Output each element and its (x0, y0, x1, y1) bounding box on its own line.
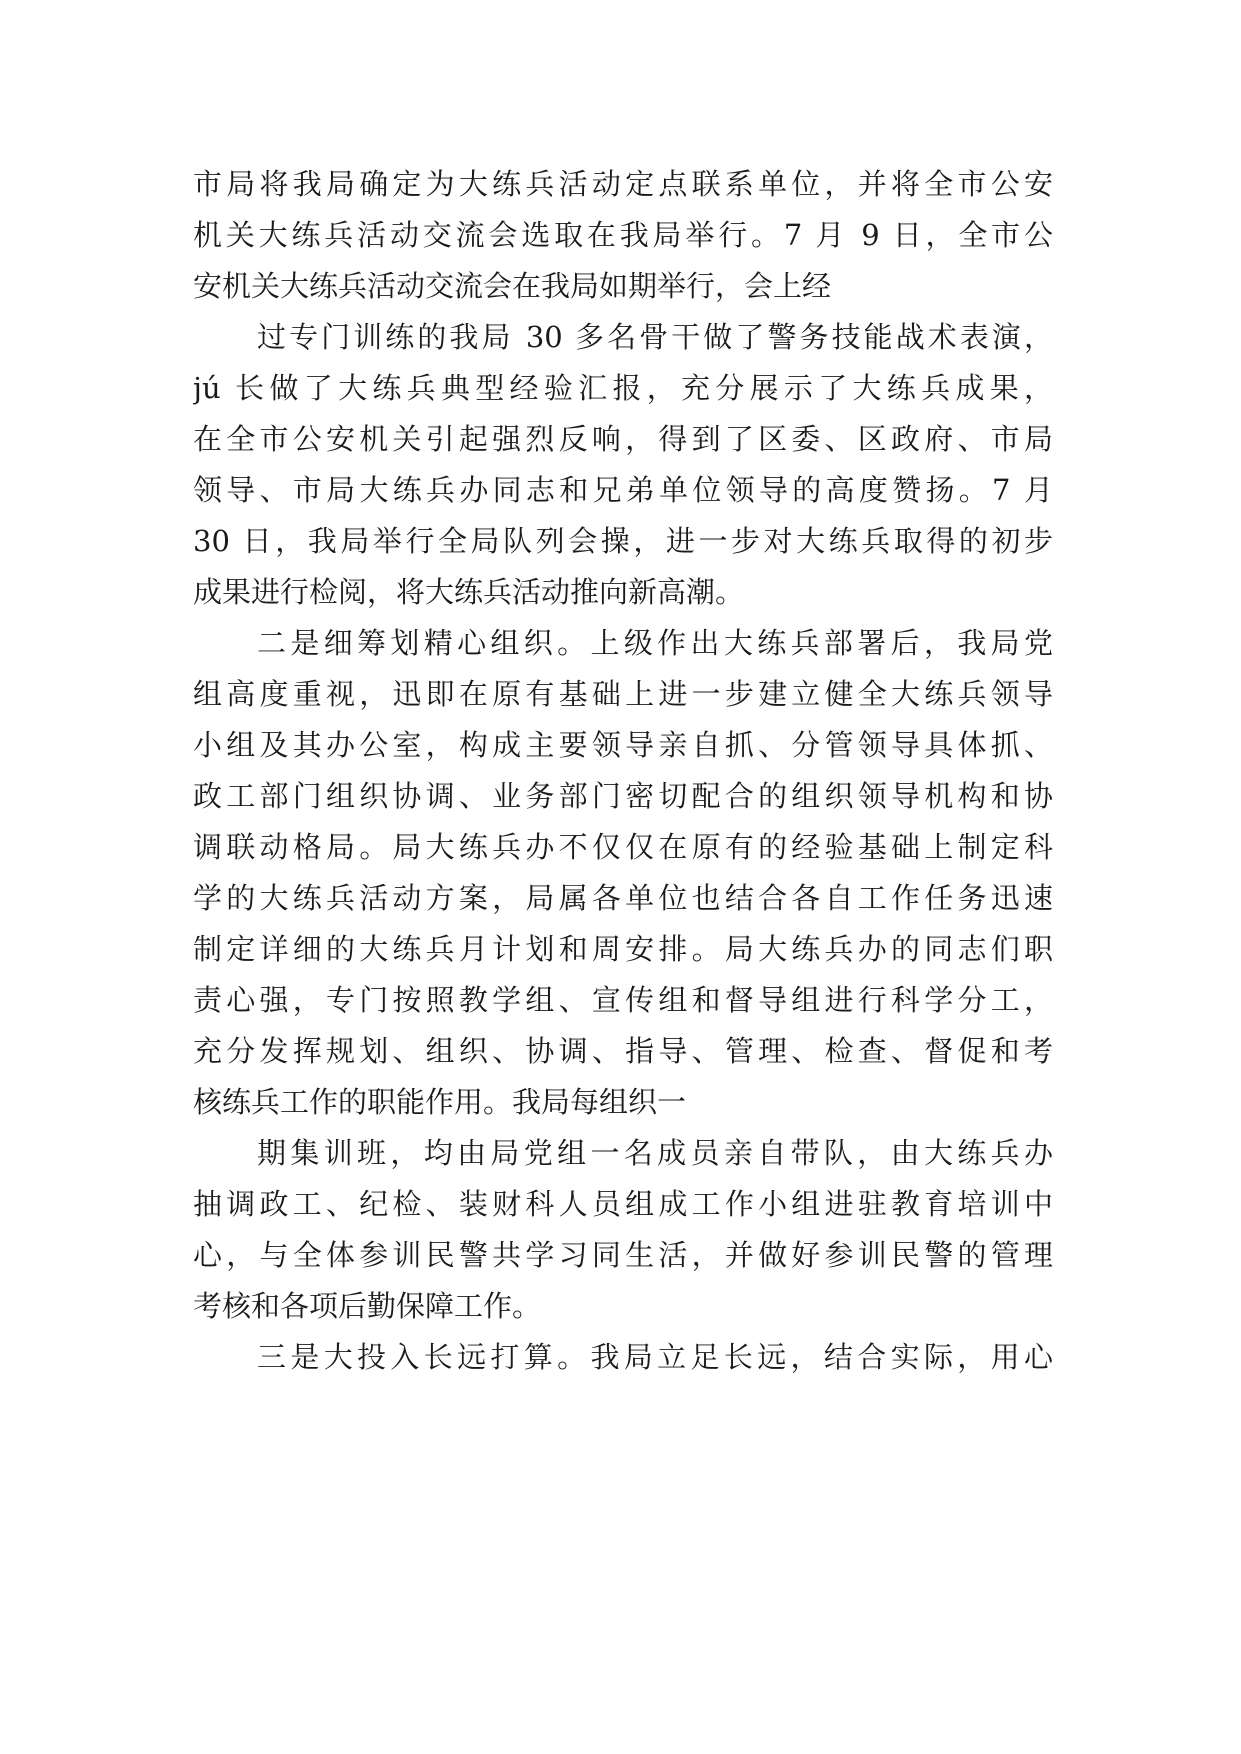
text-line: 安机关大练兵活动交流会在我局如期举行，会上经 (193, 269, 832, 303)
text-line: 心，与全体参训民警共学习同生活，并做好参训民警的管理 (193, 1238, 1053, 1272)
text-line: 抽调政工、纪检、装财科人员组成工作小组进驻教育培训中 (193, 1187, 1053, 1221)
text-line: 期集训班，均由局党组一名成员亲自带队，由大练兵办 (257, 1136, 1053, 1170)
text-line: 三是大投入长远打算。我局立足长远，结合实际，用心 (257, 1340, 1053, 1374)
text-line: 制定详细的大练兵月计划和周安排。局大练兵办的同志们职 (193, 932, 1053, 966)
text-line: 二是细筹划精心组织。上级作出大练兵部署后，我局党 (257, 626, 1053, 660)
text-line: 领导、市局大练兵办同志和兄弟单位领导的高度赞扬。7 月 (193, 473, 1053, 507)
text-line: jú 长做了大练兵典型经验汇报，充分展示了大练兵成果， (193, 371, 1053, 405)
text-line: 组高度重视，迅即在原有基础上进一步建立健全大练兵领导 (193, 677, 1053, 711)
text-line: 在全市公安机关引起强烈反响，得到了区委、区政府、市局 (193, 422, 1053, 456)
text-line: 核练兵工作的职能作用。我局每组织一 (193, 1085, 687, 1119)
text-line: 市局将我局确定为大练兵活动定点联系单位，并将全市公安 (193, 167, 1053, 201)
text-line: 调联动格局。局大练兵办不仅仅在原有的经验基础上制定科 (193, 830, 1053, 864)
text-line: 过专门训练的我局 30 多名骨干做了警务技能战术表演， (257, 320, 1053, 354)
text-line: 小组及其办公室，构成主要领导亲自抓、分管领导具体抓、 (193, 728, 1053, 762)
text-line: 30 日，我局举行全局队列会操，进一步对大练兵取得的初步 (193, 524, 1053, 558)
text-line: 责心强，专门按照教学组、宣传组和督导组进行科学分工， (193, 983, 1053, 1017)
text-line: 学的大练兵活动方案，局属各单位也结合各自工作任务迅速 (193, 881, 1053, 915)
text-line: 考核和各项后勤保障工作。 (193, 1289, 542, 1323)
text-line: 成果进行检阅，将大练兵活动推向新高潮。 (193, 575, 745, 609)
text-line: 充分发挥规划、组织、协调、指导、管理、检查、督促和考 (193, 1034, 1053, 1068)
text-line: 机关大练兵活动交流会选取在我局举行。7 月 9 日，全市公 (193, 218, 1053, 252)
body-text (193, 159, 1053, 1383)
text-line: 政工部门组织协调、业务部门密切配合的组织领导机构和协 (193, 779, 1053, 813)
